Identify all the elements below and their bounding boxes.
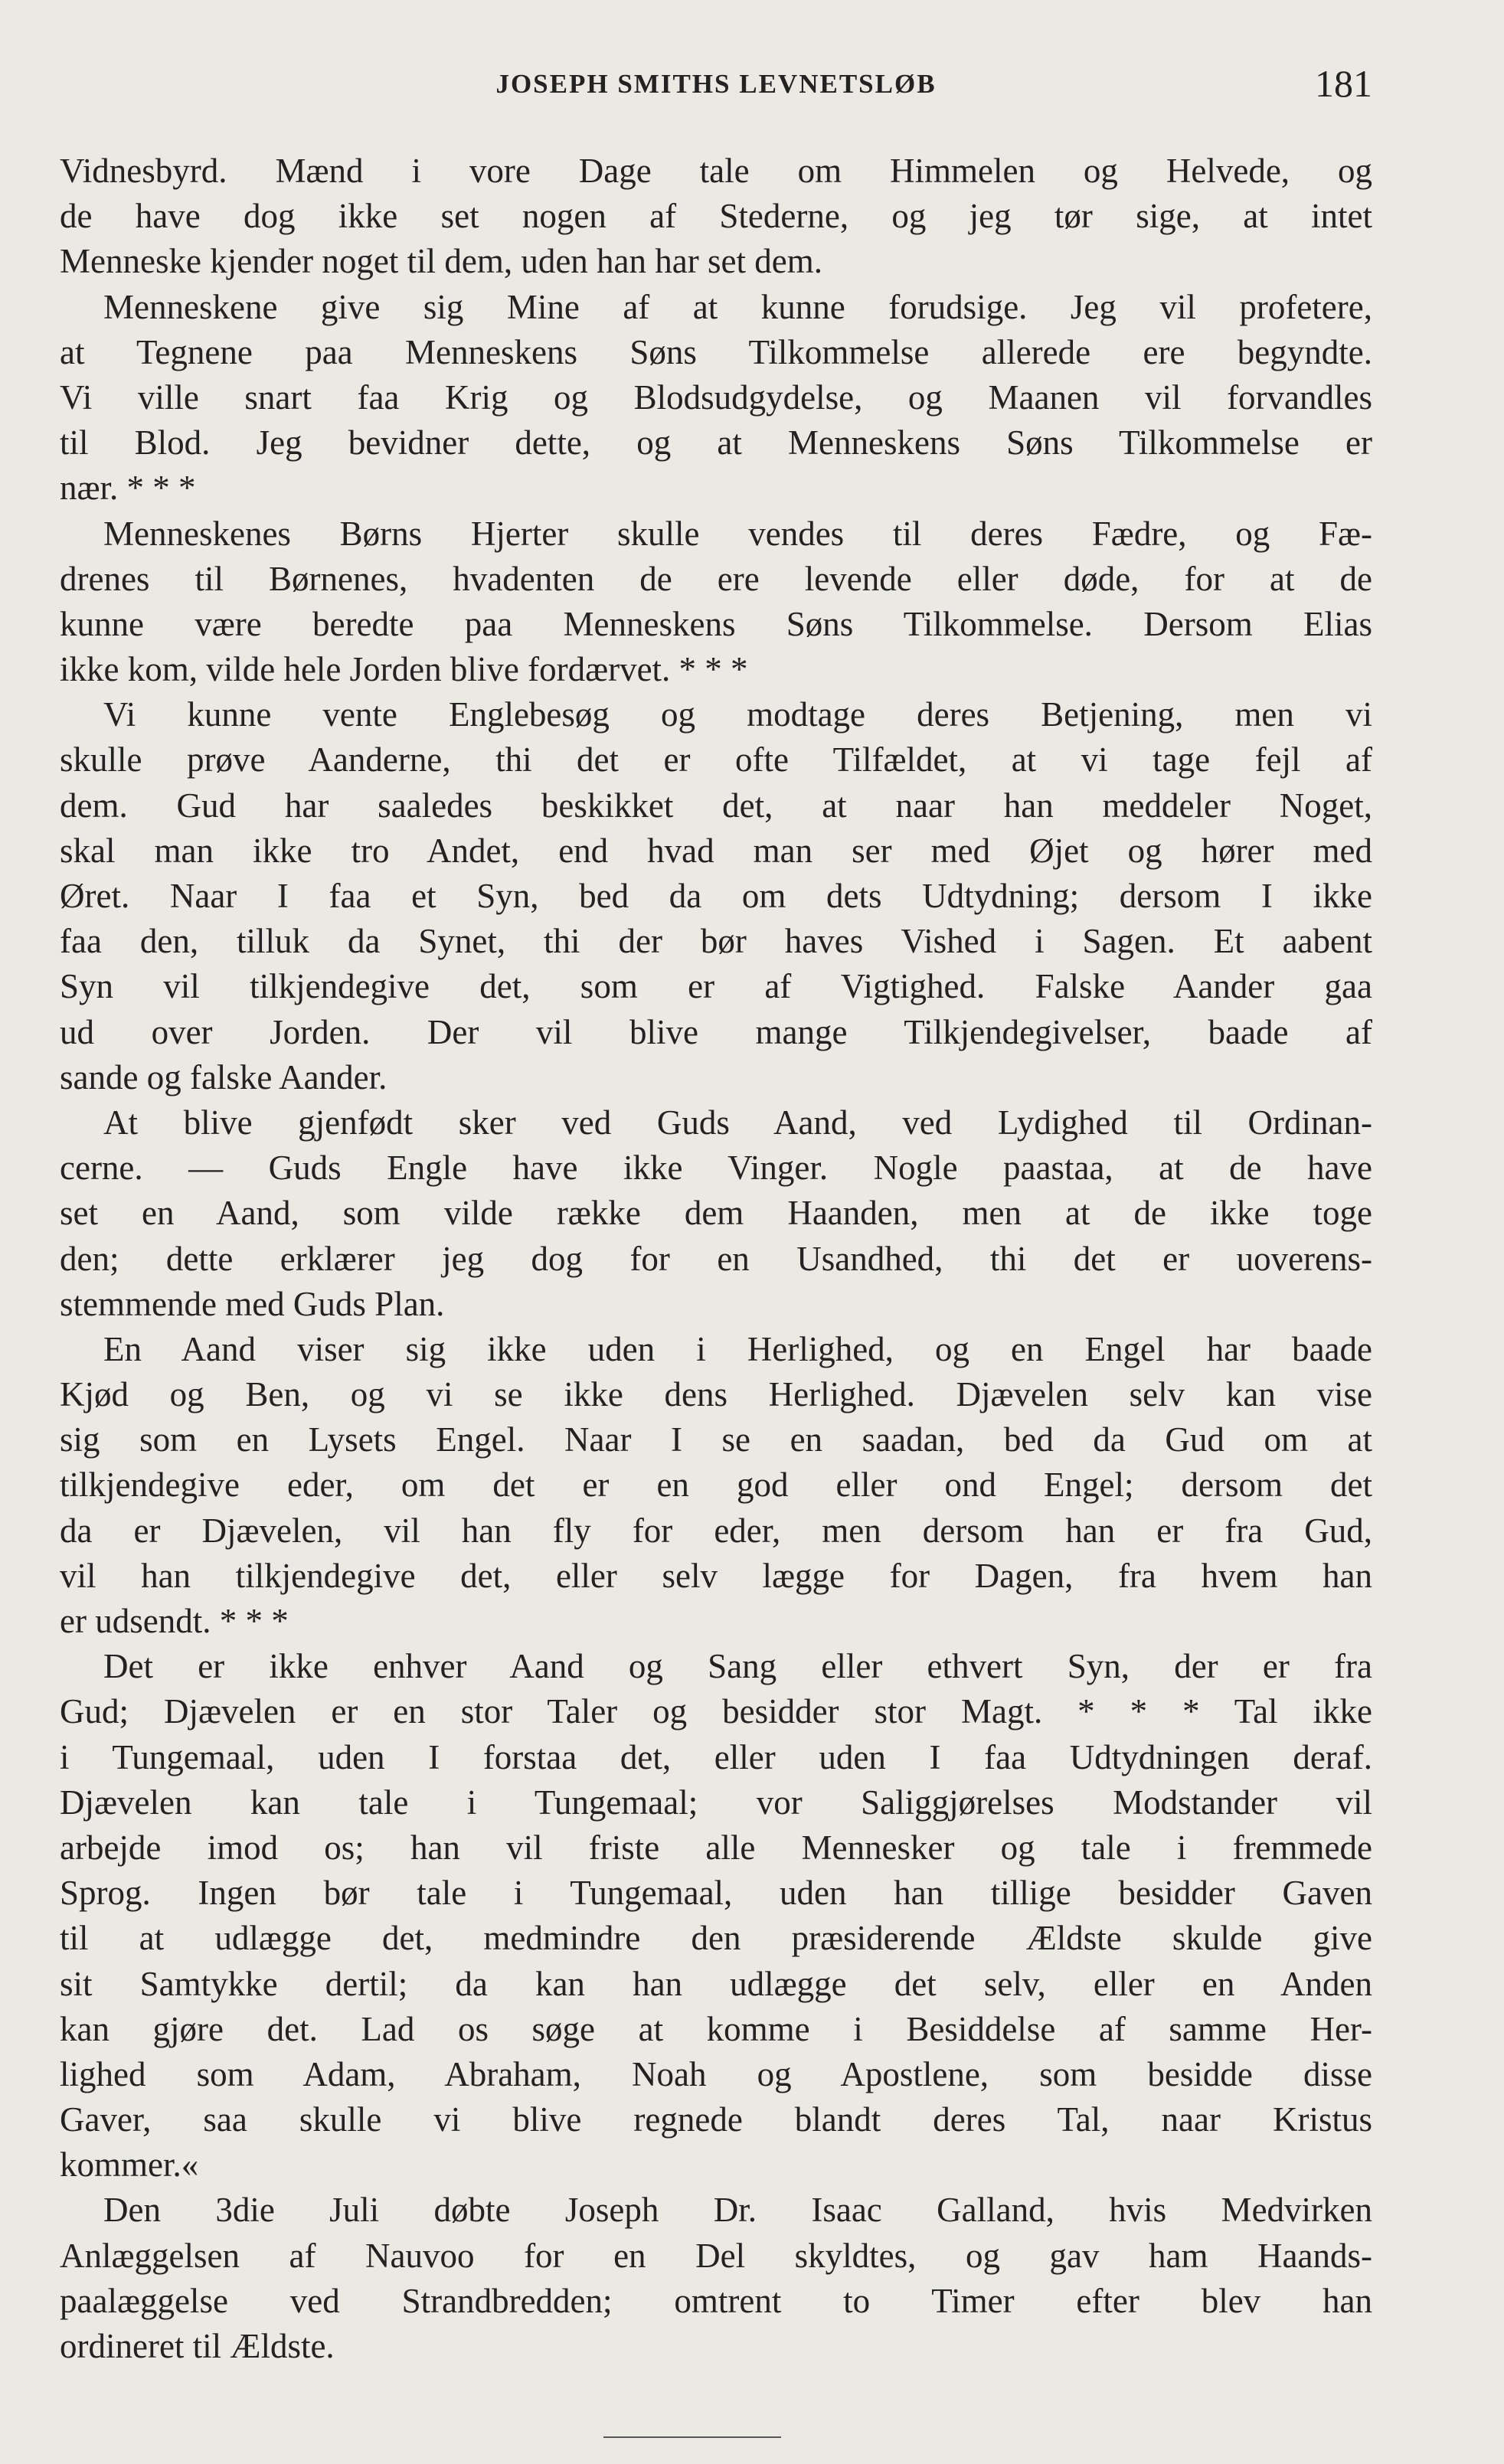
text-line: skulle prøve Aanderne, thi det er ofte Tilfældet, at vi tage fejl af — [60, 740, 1372, 779]
text-line: de have dog ikke set nogen af Stederne, og jeg tør sige, at intet — [60, 197, 1372, 236]
text-line: faa den, tilluk da Synet, thi der bør haves Vished i Sagen. Et aabent — [60, 922, 1372, 961]
text-line: Øret. Naar I faa et Syn, bed da om dets Udtydning; dersom I ikke — [60, 877, 1372, 915]
text-line: Vi kunne vente Englebesøg og modtage deres Betjening, men vi — [103, 695, 1372, 734]
text-line: kunne være beredte paa Menneskens Søns Tilkommelse. Dersom Elias — [60, 604, 1372, 643]
text-line: sig som en Lysets Engel. Naar I se en saadan, bed da Gud om at — [60, 1420, 1372, 1459]
text-line: vil han tilkjendegive det, eller selv lægge for Dagen, fra hvem han — [60, 1556, 1372, 1595]
text-line: kan gjøre det. Lad os søge at komme i Besiddelse af samme Her- — [60, 2009, 1372, 2048]
text-line: Vidnesbyrd. Mænd i vore Dage tale om Himmelen og Helvede, og — [60, 152, 1372, 190]
text-line: sande og falske Aander. — [60, 1057, 387, 1096]
text-line: Menneskenes Børns Hjerter skulle vendes til deres Fædre, og Fæ- — [103, 514, 1372, 553]
text-line: Det er ikke enhver Aand og Sang eller ethvert Syn, der er fra — [103, 1647, 1372, 1686]
text-line: i Tungemaal, uden I forstaa det, eller uden I faa Udtydningen deraf. — [60, 1737, 1372, 1776]
text-line: En Aand viser sig ikke uden i Herlighed, og en Engel har baade — [103, 1329, 1372, 1368]
text-line: dem. Gud har saaledes beskikket det, at naar han meddeler Noget, — [60, 786, 1372, 825]
text-line: cerne. — Guds Engle have ikke Vinger. Nogle paastaa, at de have — [60, 1149, 1372, 1188]
text-line: kommer.« — [60, 2145, 199, 2185]
text-line: paalæggelse ved Strandbredden; omtrent to Timer efter blev han — [60, 2281, 1372, 2320]
text-line: til at udlægge det, medmindre den præsiderende Ældste skulde give — [60, 1919, 1372, 1958]
text-line: Vi ville snart faa Krig og Blodsudgydelse, og Maanen vil forvandles — [60, 377, 1372, 417]
text-line: Djævelen kan tale i Tungemaal; vor Saliggjørelses Modstander vil — [60, 1783, 1372, 1822]
running-title: JOSEPH SMITHS LEVNETSLØB — [495, 69, 937, 99]
text-line: Menneske kjender noget til dem, uden han har set dem. — [60, 242, 822, 281]
text-line: arbejde imod os; han vil friste alle Mennesker og tale i fremmede — [60, 1828, 1372, 1867]
text-line: tilkjendegive eder, om det er en god eller ond Engel; dersom det — [60, 1466, 1372, 1505]
text-line: at Tegnene paa Menneskens Søns Tilkommelse allerede ere begyndte. — [60, 332, 1372, 371]
text-line: Den 3die Juli døbte Joseph Dr. Isaac Galland, hvis Medvirken — [103, 2191, 1372, 2230]
text-line: skal man ikke tro Andet, end hvad man ser med Øjet og hører med — [60, 831, 1372, 870]
text-line: set en Aand, som vilde række dem Haanden, men at de ikke toge — [60, 1194, 1372, 1233]
text-line: da er Djævelen, vil han fly for eder, men dersom han er fra Gud, — [60, 1511, 1372, 1550]
text-line: ikke kom, vilde hele Jorden blive fordærvet. * * * — [60, 650, 748, 689]
text-line: At blive gjenfødt sker ved Guds Aand, ved Lydighed til Ordinan- — [103, 1103, 1372, 1142]
text-line: til Blod. Jeg bevidner dette, og at Menneskens Søns Tilkommelse er — [60, 423, 1372, 462]
text-line: er udsendt. * * * — [60, 1602, 289, 1640]
text-line: Kjød og Ben, og vi se ikke dens Herlighed. Djævelen selv kan vise — [60, 1375, 1372, 1414]
body-text — [60, 149, 1372, 2369]
text-line: Syn vil tilkjendegive det, som er af Vigtighed. Falske Aander gaa — [60, 967, 1372, 1006]
text-line: Gud; Djævelen er en stor Taler og besidder stor Magt. * * * Tal ikke — [60, 1692, 1372, 1731]
text-line: den; dette erklærer jeg dog for en Usandhed, thi det er uoverens- — [60, 1239, 1372, 1278]
text-line: nær. * * * — [60, 469, 196, 508]
text-line: Anlæggelsen af Nauvoo for en Del skyldtes, og gav ham Haands- — [60, 2236, 1372, 2275]
text-line: Menneskene give sig Mine af at kunne forudsige. Jeg vil profetere, — [103, 287, 1372, 326]
footer-rule — [603, 2436, 781, 2438]
text-line: Sprog. Ingen bør tale i Tungemaal, uden han tillige besidder Gaven — [60, 1874, 1372, 1913]
text-line: drenes til Børnenes, hvadenten de ere levende eller døde, for at de — [60, 559, 1372, 598]
text-line: Gaver, saa skulle vi blive regnede blandt deres Tal, naar Kristus — [60, 2100, 1372, 2139]
page-header — [60, 61, 1372, 107]
page-number: 181 — [1315, 62, 1372, 105]
text-line: sit Samtykke dertil; da kan han udlægge det selv, eller en Anden — [60, 1964, 1372, 2003]
text-line: ordineret til Ældste. — [60, 2327, 335, 2365]
text-line: stemmende med Guds Plan. — [60, 1284, 445, 1323]
text-line: ud over Jorden. Der vil blive mange Tilkjendegivelser, baade af — [60, 1012, 1372, 1051]
text-line: lighed som Adam, Abraham, Noah og Apostlene, som besidde disse — [60, 2054, 1372, 2093]
